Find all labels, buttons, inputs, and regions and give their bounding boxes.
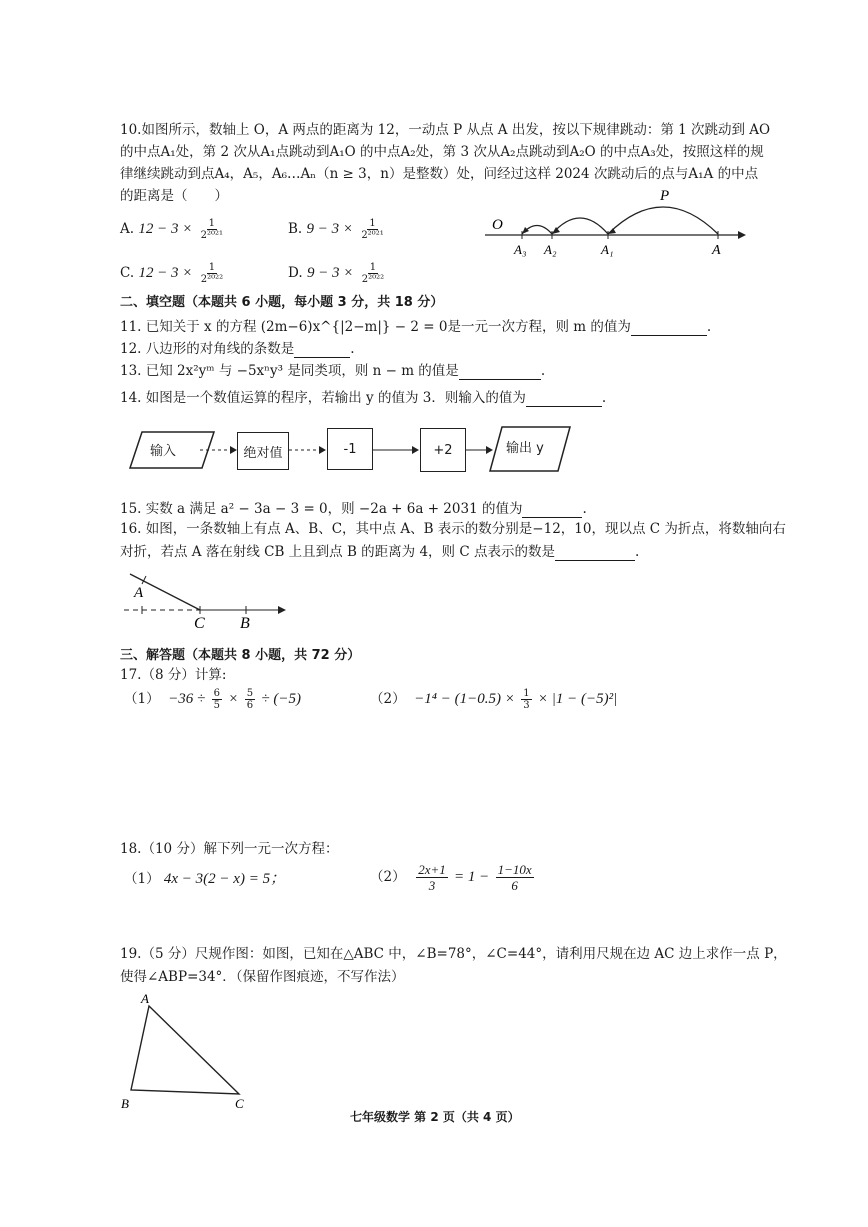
section3-heading: 三、解答题（本题共 8 小题，共 72 分） (120, 648, 361, 663)
flow-dashed-arrow (200, 444, 238, 456)
flow-output-label: 输出 y (506, 441, 544, 456)
page-footer: 七年级数学 第 2 页（共 4 页） (350, 1110, 520, 1124)
q18-title: 18.（10 分）解下列一元一次方程： (120, 841, 339, 857)
q19-line1: 19.（5 分）尺规作图：如图，已知在△ABC 中，∠B=78°，∠C=44°，请利用尺规在边 AC 边上求作一点 P， (120, 946, 787, 962)
q10-option-c: C. 12 − 3 × $\frac{1}{\text{2²⁰²²}}$ (120, 262, 224, 285)
q10-option-d: D. 9 − 3 × $\frac{1}{\text{2²⁰²²}}$ (288, 262, 385, 285)
q19-label-b: B (121, 1096, 129, 1111)
q16-label-a: A (134, 585, 144, 601)
q19-triangle-figure (115, 990, 255, 1112)
q16-label-b: B (240, 615, 250, 632)
q18-part1: （1） 4x − 3(2 − x) = 5； (124, 871, 286, 887)
q15: 15. 实数 a 满足 a² − 3a − 3 = 0，则 −2a + 6a + 2031 的值为 . (120, 501, 587, 517)
q10-line1: 10.如图所示，数轴上 O，A 两点的距离为 12，一动点 P 从点 A 出发，按以下规律跳动：第 1 次跳动到 AO (120, 122, 771, 138)
q12: 12. 八边形的对角线的条数是 . (120, 341, 355, 357)
label-a2: A₂ (544, 242, 557, 257)
flow-input-label: 输入 (150, 444, 177, 459)
q10-number-line-figure (480, 182, 750, 262)
q17-part1: （1） −36 ÷ $\frac{6}{5}$ × $\frac{5}{6}$ ÷ (−5) (124, 688, 301, 711)
label-p: P (660, 188, 670, 204)
q18-part2: （2） $\frac{2x+1}{3}$ = 1 − $\frac{1-10x}{6}$ (370, 862, 532, 893)
q10-line4: 的距离是（ ） (120, 188, 228, 204)
q19-label-a: A (141, 991, 149, 1006)
q19-label-c: C (235, 1096, 244, 1111)
label-a3: A₃ (514, 242, 527, 257)
q13: 13. 已知 2x²yᵐ 与 −5xⁿy³ 是同类项，则 n − m 的值是 . (120, 363, 546, 379)
flow-arrow-1 (289, 444, 327, 456)
flow-box-abs: 绝对值 (237, 432, 289, 470)
q10-line3: 律继续跳动到点A₄，A₅，A₆…Aₙ（n ≥ 3，n）是整数）处，问经过这样 2024 次跳动后的点与A₁A 的中点 (120, 166, 759, 182)
label-o: O (492, 217, 503, 233)
q10-option-a: A. 12 − 3 × $\frac{1}{\text{2²⁰²¹}}$ (120, 218, 224, 241)
flow-arrow-2 (372, 444, 420, 456)
q16-figure (120, 570, 290, 632)
flow-box-plus2: +2 (420, 428, 466, 472)
q10-option-b: B. 9 − 3 × $\frac{1}{\text{2²⁰²¹}}$ (288, 218, 384, 241)
q11: 11. 已知关于 x 的方程 (2m−6)x^{|2−m|} − 2 = 0是一元一次方程，则 m 的值为 . (120, 319, 712, 335)
q16-line2: 对折，若点 A 落在射线 CB 上且到点 B 的距离为 4，则 C 点表示的数是 . (120, 544, 640, 560)
q14: 14. 如图是一个数值运算的程序，若输出 y 的值为 3．则输入的值为 . (120, 390, 607, 406)
label-a: A (712, 243, 721, 258)
q10-line2: 的中点A₁处，第 2 次从A₁点跳动到A₁O 的中点A₂处，第 3 次从A₂点跳动到A₂O 的中点A₃处，按照这样的规 (120, 144, 764, 160)
q17-part2: （2） −1⁴ − (1−0.5) × $\frac{1}{3}$ × |1 − (−5)²| (370, 688, 618, 711)
q17-title: 17.（8 分）计算: (120, 667, 227, 683)
q16-label-c: C (194, 615, 205, 632)
section2-heading: 二、填空题（本题共 6 小题，每小题 3 分，共 18 分） (120, 295, 444, 310)
q16-line1: 16. 如图，一条数轴上有点 A、B、C，其中点 A、B 表示的数分别是−12，10，现以点 C 为折点，将数轴向右 (120, 521, 786, 537)
label-a1: A₁ (601, 242, 614, 257)
q19-line2: 使得∠ABP=34°．（保留作图痕迹，不写作法） (120, 969, 405, 985)
flow-box-minus1: -1 (327, 428, 373, 470)
